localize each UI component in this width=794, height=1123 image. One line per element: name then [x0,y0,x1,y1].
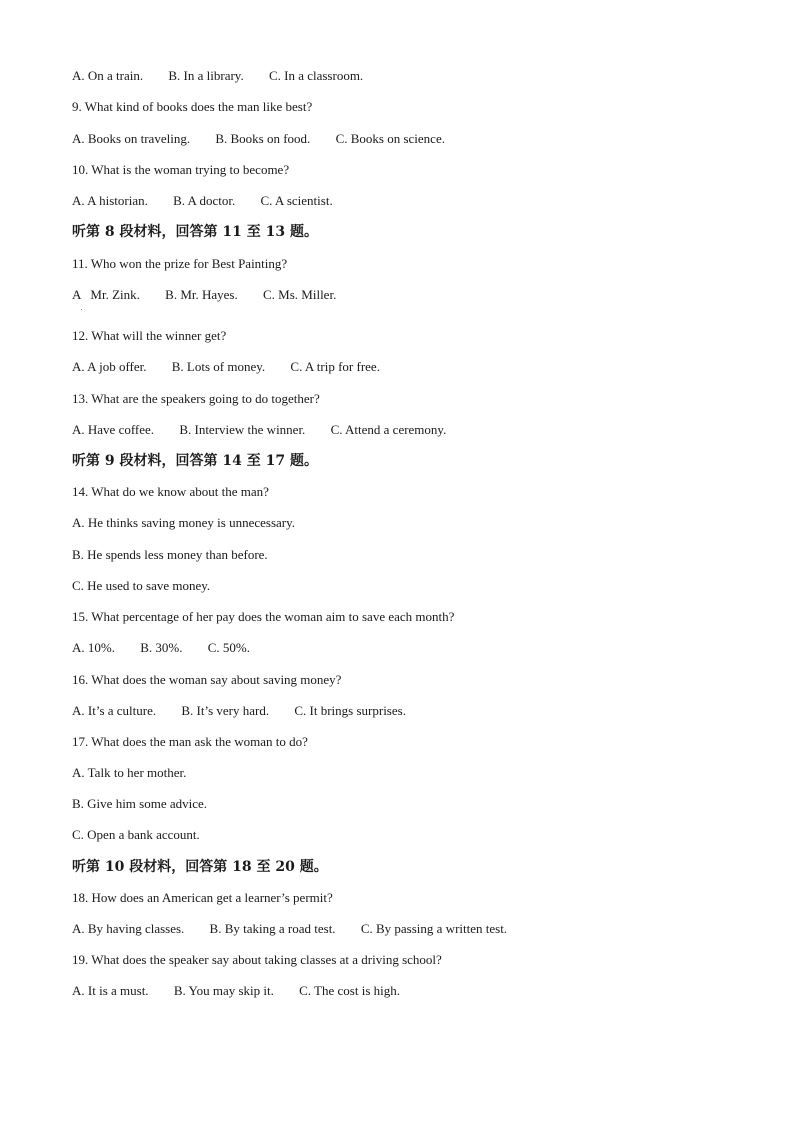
q11-options [72,287,336,303]
q15-options [72,640,250,656]
q16-option-b: B. It’s very hard. [181,703,270,718]
q11-option-c: C. Ms. Miller. [263,287,337,302]
q19-option-c: C. The cost is high. [299,983,400,998]
q17-question: 17. What does the man ask the woman to do? [72,734,308,749]
section-9-heading: 听第 9 段材料，回答第 14 至 17 题。 [72,453,318,469]
q19-options [72,983,400,999]
q15-question: 15. What percentage of her pay does the woman aim to save each month? [72,609,455,624]
q13-options [72,422,446,438]
q9-option-b: B. Books on food. [215,131,311,146]
q19-question: 19. What does the speaker say about taking classes at a driving school? [72,952,442,967]
q8-option-a: A. On a train. [72,68,144,83]
q19-option-b: B. You may skip it. [173,983,274,998]
q13-option-b: B. Interview the winner. [179,422,306,437]
q11-option-a: A Mr. Zink. [72,287,140,302]
q10-question: 10. What is the woman trying to become? [72,162,290,177]
q8-option-b: B. In a library. [168,68,244,83]
q16-options [72,703,406,719]
section-10-heading: 听第 10 段材料，回答第 18 至 20 题。 [72,859,328,875]
q9-options [72,131,445,147]
q9-option-c: C. Books on science. [335,131,445,146]
q15-option-a: A. 10%. [72,640,115,655]
q13-option-c: C. Attend a ceremony. [330,422,447,437]
q11-option-b: B. Mr. Hayes. [165,287,238,302]
q12-option-a: A. A job offer. [72,359,147,374]
q10-options [72,193,333,209]
q14-option-c: C. He used to save money. [72,578,211,593]
q13-question: 13. What are the speakers going to do together? [72,391,320,406]
q18-option-a: A. By having classes. [72,921,185,936]
q15-option-c: C. 50%. [207,640,250,655]
q14-option-a: A. He thinks saving money is unnecessary. [72,515,296,530]
q17-option-c: C. Open a bank account. [72,827,200,842]
q9-question: 9. What kind of books does the man like best? [72,99,313,114]
q8-option-c: C. In a classroom. [268,68,364,83]
q18-question: 18. How does an American get a learner’s permit? [72,890,333,905]
q16-option-c: C. It brings surprises. [294,703,406,718]
q18-option-c: C. By passing a written test. [360,921,508,936]
q12-option-c: C. A trip for free. [290,359,380,374]
q12-question: 12. What will the winner get? [72,328,227,343]
q12-options [72,359,380,375]
q13-option-a: A. Have coffee. [72,422,155,437]
q17-option-a: A. Talk to her mother. [72,765,187,780]
q10-option-a: A. A historian. [72,193,148,208]
q8-options [72,68,363,84]
q11-question: 11. Who won the prize for Best Painting? [72,256,288,271]
q10-option-c: C. A scientist. [260,193,333,208]
section-8-heading: 听第 8 段材料，回答第 11 至 13 题。 [72,224,318,240]
q18-options [72,921,507,937]
q12-option-b: B. Lots of money. [171,359,266,374]
q10-option-b: B. A doctor. [173,193,236,208]
q9-option-a: A. Books on traveling. [72,131,191,146]
stray-dot [81,309,82,310]
q18-option-b: B. By taking a road test. [209,921,336,936]
q19-option-a: A. It is a must. [72,983,149,998]
q16-option-a: A. It’s a culture. [72,703,157,718]
q17-option-b: B. Give him some advice. [72,796,208,811]
q14-option-b: B. He spends less money than before. [72,547,268,562]
q15-option-b: B. 30%. [140,640,183,655]
q14-question: 14. What do we know about the man? [72,484,269,499]
q16-question: 16. What does the woman say about saving money? [72,672,342,687]
